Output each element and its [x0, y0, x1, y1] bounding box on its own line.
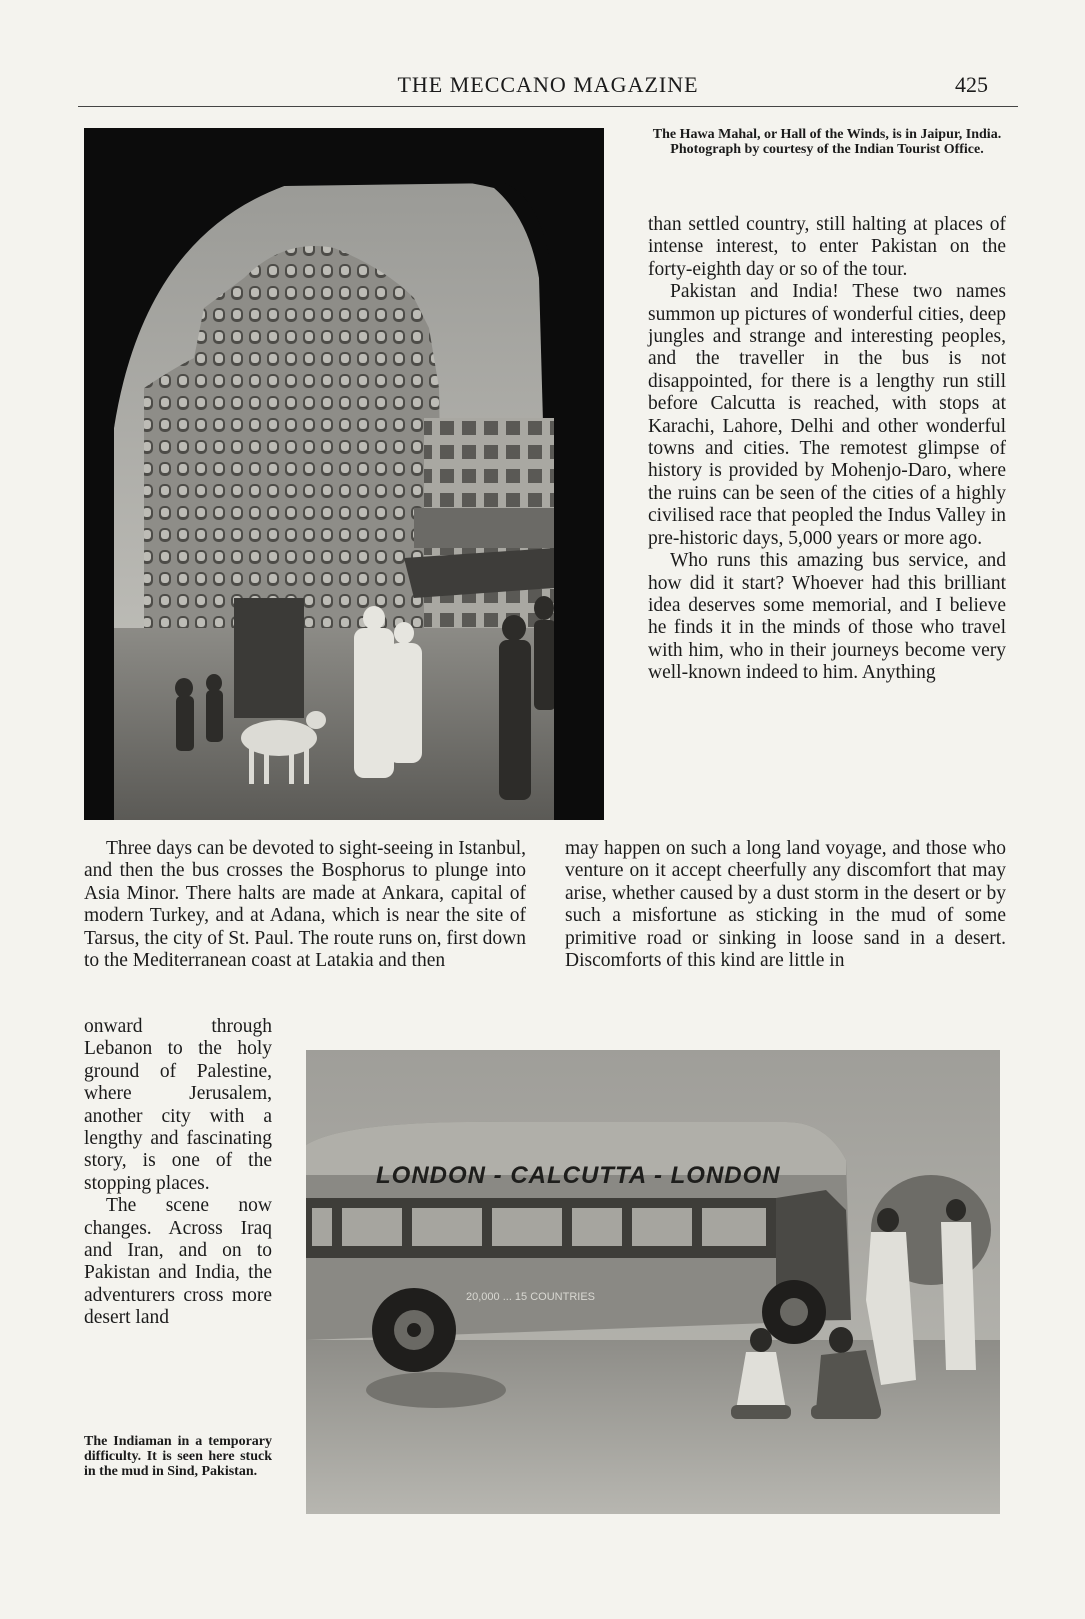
paragraph: Pakistan and India! These two names summon up pictures of wonderful cities, deep jungles and strange and interesting peoples, and the traveller in the bus is not disappointed, for there is a lengthy run still before Calcutta is reached, with stops at Karachi, Lahore, Delhi and other wonderful towns and cities. The remotest glimpse of history is provided by Mohenjo-Daro, where the ruins can be seen of the cities of a highly civilised race that peopled the Indus Valley in pre-historic days, 5,000 years or more ago. — [648, 281, 1006, 549]
bus-in-mud-photo — [306, 1050, 1000, 1514]
page-header — [78, 70, 1018, 110]
magazine-title: THE MECCANO MAGAZINE — [397, 72, 699, 97]
bus-side-text: 20,000 ... 15 COUNTRIES — [466, 1291, 595, 1303]
paragraph: onward through Lebanon to the holy ground of Palestine, where Jerusalem, another city with a lengthy and fascinating story, is one of the stopping places. — [84, 1016, 272, 1194]
paragraph: Who runs this amazing bus service, and how did it start? Whoever had this brilliant idea deserves some memorial, and I believe he finds it in the minds of those who travel with him, who in their journeys become very well-known indeed to him. Anything — [648, 550, 1006, 684]
header-rule — [78, 106, 1018, 107]
hawa-mahal-photo — [84, 128, 604, 820]
page-number: 425 — [955, 72, 988, 97]
bus-caption: The Indiaman in a temporary difficulty. It is seen here stuck in the mud in Sind, Pakistan. — [84, 1434, 272, 1479]
paragraph: The scene now changes. Across Iraq and Iran, and on to Pakistan and India, the adventurers cross more desert land — [84, 1195, 272, 1329]
hawa-mahal-caption: The Hawa Mahal, or Hall of the Winds, is in Jaipur, India. Photograph by courtesy of the Indian Tourist Office. — [652, 127, 1002, 157]
paragraph: Three days can be devoted to sight-seeing in Istanbul, and then the bus crosses the Bosphorus to plunge into Asia Minor. There halts are made at Ankara, capital of modern Turkey, and at Adana, which is near the site of Tarsus, the city of St. Paul. The route runs on, first down to the Mediterranean coast at Latakia and then — [84, 838, 526, 972]
right-column-top — [648, 214, 1006, 685]
left-column-mid — [84, 838, 526, 972]
paragraph: than settled country, still halting at places of intense interest, to enter Pakistan on the forty-eighth day or so of the tour. — [648, 214, 1006, 280]
right-column-mid — [565, 838, 1006, 972]
bus-sign-text: LONDON - CALCUTTA - LONDON — [376, 1162, 781, 1189]
left-column-narrow — [84, 1016, 272, 1330]
paragraph: may happen on such a long land voyage, and those who venture on it accept cheerfully any discomfort that may arise, whether caused by a dust storm in the desert or by such a misfortune as sticking in the mud of some primitive road or sinking in loose sand in a desert. Discomforts of this kind are little in — [565, 838, 1006, 972]
